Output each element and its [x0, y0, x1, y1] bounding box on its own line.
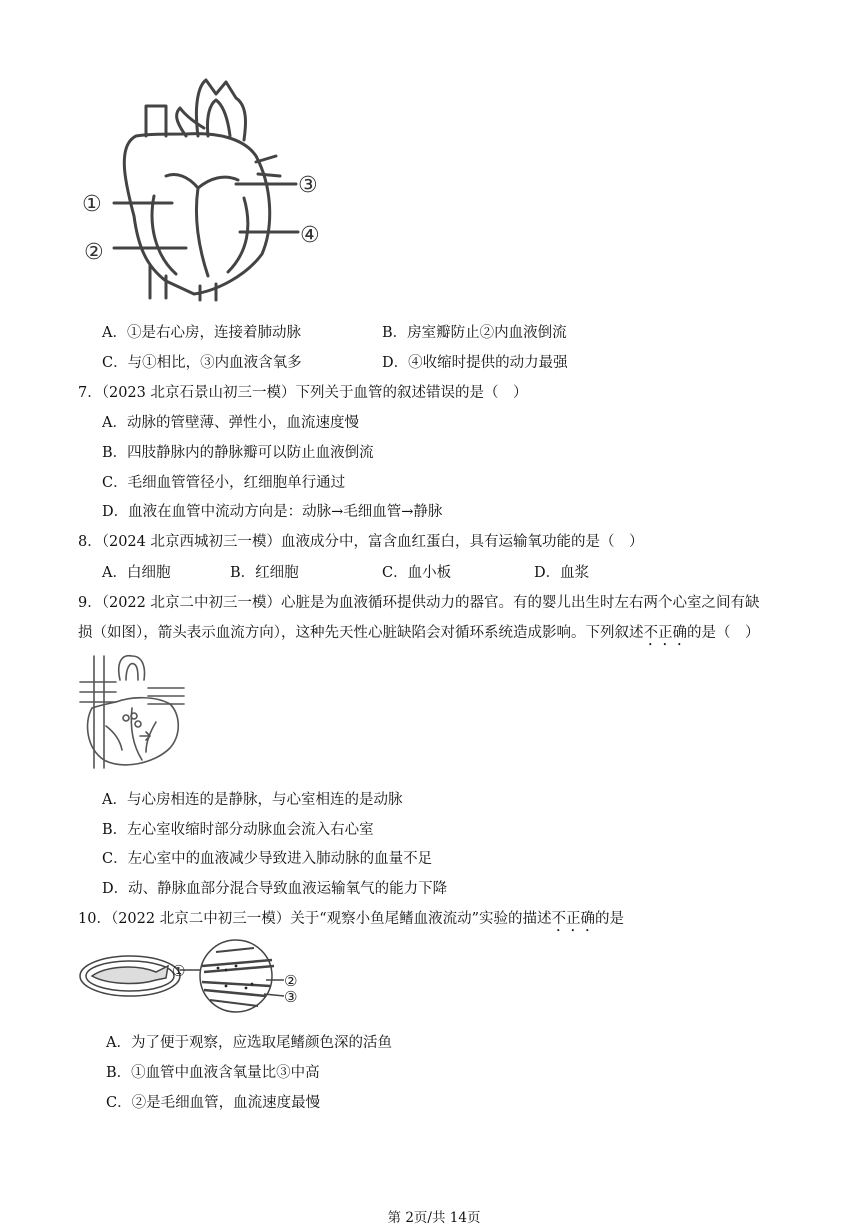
heart-defect-diagram-q9: [76, 652, 188, 772]
q6-option-b: B．房室瓣防止②内血液倒流: [382, 325, 567, 341]
q7-option-b: B．四肢静脉内的静脉瓣可以防止血液倒流: [102, 445, 374, 461]
label-3: ③: [298, 173, 318, 198]
q10-option-b: B．①血管中血液含氧量比③中高: [106, 1065, 320, 1081]
q6-option-a: A．①是右心房，连接着肺动脉: [102, 325, 301, 341]
q8-option-b: B．红细胞: [230, 565, 299, 581]
page-footer: 第 2页/共 14页: [387, 1210, 481, 1226]
q10-emphasis: 不正确: [551, 911, 596, 927]
q10-stem: 10．（2022 北京二中初三一模）关于“观察小鱼尾鳍血液流动”实验的描述不正确的是: [78, 911, 625, 927]
q8-option-d: D．血浆: [534, 565, 590, 581]
q9-option-d: D．动、静脉血部分混合导致血液运输氧气的能力下降: [102, 881, 448, 897]
q9-stem-line2: 损（如图），箭头表示血流方向），这种先天性心脏缺陷会对循环系统造成影响。下列叙述不正确的是（ ）: [78, 625, 760, 641]
q9-stem-line1: 9．（2022 北京二中初三一模）心脏是为血液循环提供动力的器官。有的婴儿出生时左右两个心室之间有缺: [78, 595, 760, 611]
q7-option-c: C．毛细血管管径小，红细胞单行通过: [102, 475, 346, 491]
q7-option-d: D．血液在血管中流动方向是：动脉→毛细血管→静脉: [102, 504, 443, 520]
q8-option-c: C．血小板: [382, 565, 452, 581]
q7-option-a: A．动脉的管壁薄、弹性小，血流速度慢: [102, 415, 359, 431]
label-2: ②: [84, 240, 104, 265]
fish-label-1: ①: [172, 962, 186, 980]
q9-option-b: B．左心室收缩时部分动脉血会流入右心室: [102, 822, 374, 838]
heart-diagram-q6: [76, 76, 338, 304]
q9-emphasis: 不正确: [643, 625, 687, 641]
q9-option-a: A．与心房相连的是静脉，与心室相连的是动脉: [102, 792, 403, 808]
q6-option-d: D．④收缩时提供的动力最强: [382, 355, 568, 371]
q8-stem: 8．（2024 北京西城初三一模）血液成分中，富含血红蛋白，具有运输氧功能的是（ ）: [78, 534, 644, 550]
q6-option-c: C．与①相比，③内血液含氧多: [102, 355, 302, 371]
q10-option-a: A．为了便于观察，应选取尾鳍颜色深的活鱼: [106, 1035, 392, 1051]
fish-label-3: ③: [284, 988, 298, 1006]
q8-option-a: A．白细胞: [102, 565, 171, 581]
q7-stem: 7．（2023 北京石景山初三一模）下列关于血管的叙述错误的是（ ）: [78, 385, 528, 401]
label-4: ④: [300, 223, 320, 248]
fish-label-2: ②: [284, 972, 298, 990]
label-1: ①: [82, 192, 102, 217]
fish-tail-diagram-q10: [76, 936, 308, 1016]
q9-option-c: C．左心室中的血液减少导致进入肺动脉的血量不足: [102, 851, 433, 867]
q10-option-c: C．②是毛细血管，血流速度最慢: [106, 1095, 321, 1111]
